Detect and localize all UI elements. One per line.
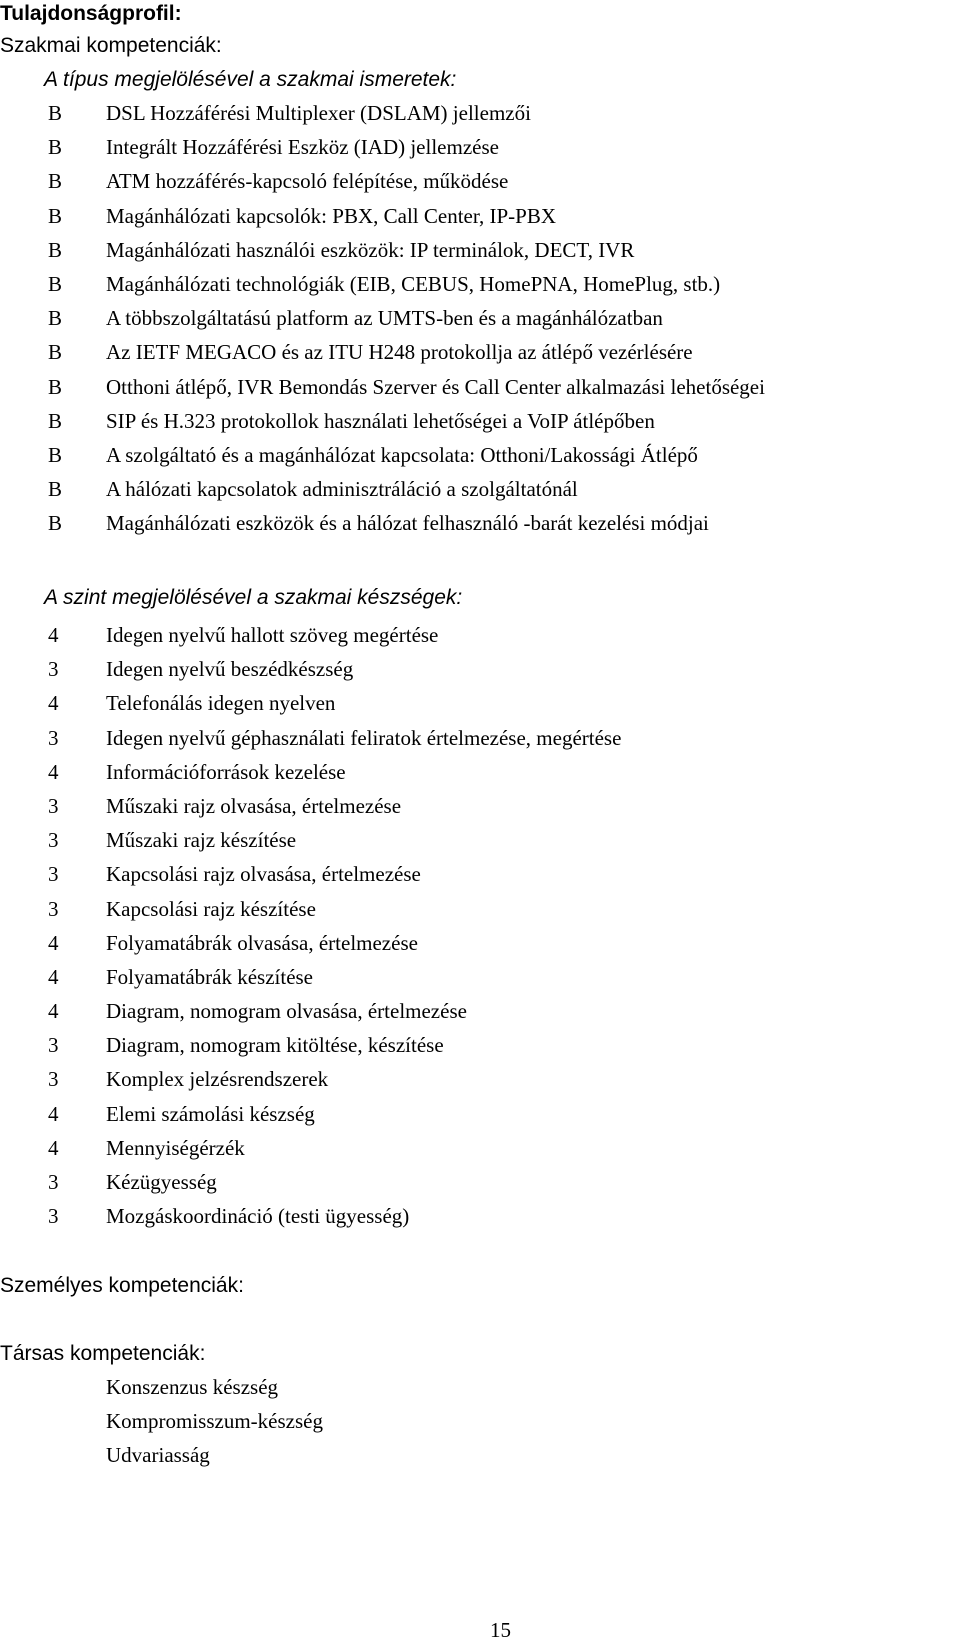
skills-heading: A szint megjelölésével a szakmai készségek: <box>44 586 463 609</box>
list-item-text: Diagram, nomogram kitöltése, készítése <box>106 1033 444 1058</box>
professional-competencies-heading: Szakmai kompetenciák: <box>0 34 222 57</box>
list-item-text: A szolgáltató és a magánhálózat kapcsolata: Otthoni/Lakossági Átlépő <box>106 442 698 467</box>
level-marker: 4 <box>48 759 59 784</box>
page-number: 15 <box>490 1618 511 1642</box>
level-marker: 3 <box>48 1204 59 1229</box>
social-list <box>0 1370 323 1472</box>
list-item-text: Kézügyesség <box>106 1170 217 1194</box>
level-marker: B <box>48 271 63 296</box>
personal-competencies-heading: Személyes kompetenciák: <box>0 1274 244 1297</box>
level-marker: B <box>48 340 63 365</box>
list-item-text: Diagram, nomogram olvasása, értelmezése <box>106 999 467 1024</box>
level-marker: B <box>48 237 63 262</box>
list-item-text: Kapcsolási rajz olvasása, értelmezése <box>106 862 421 887</box>
level-marker: B <box>48 306 63 331</box>
level-marker: B <box>48 511 63 536</box>
list-item-text: DSL Hozzáférési Multiplexer (DSLAM) jellemzői <box>106 101 531 125</box>
list-item: Udvariasság <box>106 1443 210 1467</box>
level-marker: 4 <box>48 691 59 716</box>
list-item-text: Mennyiségérzék <box>106 1135 245 1160</box>
level-marker: B <box>48 101 63 125</box>
level-marker: 3 <box>48 725 59 750</box>
level-marker: B <box>48 169 63 194</box>
level-marker: 4 <box>48 623 59 647</box>
level-marker: 3 <box>48 1170 59 1194</box>
list-item-text: Idegen nyelvű géphasználati feliratok értelmezése, megértése <box>106 725 622 750</box>
list-item: Konszenzus készség <box>106 1375 279 1399</box>
social-competencies-heading: Társas kompetenciák: <box>0 1342 206 1365</box>
list-item-text: Komplex jelzésrendszerek <box>106 1067 329 1092</box>
level-marker: B <box>48 477 63 502</box>
list-item-text: Magánhálózati kapcsolók: PBX, Call Center, IP-PBX <box>106 203 557 228</box>
list-item-text: Információforrások kezelése <box>106 759 346 784</box>
list-item: Kompromisszum-készség <box>106 1409 323 1433</box>
list-item-text: Folyamatábrák készítése <box>106 964 314 989</box>
list-item-text: Kapcsolási rajz készítése <box>106 896 316 921</box>
level-marker: B <box>48 408 63 433</box>
list-item-text: Telefonálás idegen nyelven <box>106 691 336 716</box>
list-item-text: Magánhálózati eszközök és a hálózat felhasználó -barát kezelési módjai <box>106 511 709 536</box>
list-item-text: Folyamatábrák olvasása, értelmezése <box>106 930 418 955</box>
list-item-text: Idegen nyelvű beszédkészség <box>106 657 354 682</box>
level-marker: 3 <box>48 1033 59 1058</box>
level-marker: B <box>48 203 63 228</box>
level-marker: 3 <box>48 828 59 853</box>
list-item-text: ATM hozzáférés-kapcsoló felépítése, működése <box>106 169 509 194</box>
list-item-text: Integrált Hozzáférési Eszköz (IAD) jellemzése <box>106 135 499 160</box>
level-marker: 4 <box>48 930 59 955</box>
list-item-text: SIP és H.323 protokollok használati lehetőségei a VoIP átlépőben <box>106 408 655 433</box>
level-marker: 3 <box>48 793 59 818</box>
list-item-text: Mozgáskoordináció (testi ügyesség) <box>106 1204 410 1229</box>
list-item-text: Az IETF MEGACO és az ITU H248 protokollja az átlépő vezérlésére <box>106 340 693 365</box>
level-marker: 4 <box>48 1101 59 1126</box>
list-item-text: Magánhálózati használói eszközök: IP terminálok, DECT, IVR <box>106 237 635 262</box>
list-item-text: Otthoni átlépő, IVR Bemondás Szerver és Call Center alkalmazási lehetőségei <box>106 374 765 399</box>
knowledge-heading: A típus megjelölésével a szakmai ismeretek: <box>44 68 457 91</box>
list-item-text: Műszaki rajz készítése <box>106 828 297 853</box>
list-item-text: Műszaki rajz olvasása, értelmezése <box>106 793 402 818</box>
level-marker: 3 <box>48 862 59 887</box>
level-marker: 3 <box>48 657 59 682</box>
document-title: Tulajdonságprofil: <box>0 2 182 25</box>
level-marker: 3 <box>48 1067 59 1092</box>
list-item-text: A hálózati kapcsolatok adminisztráláció a szolgáltatónál <box>106 477 578 502</box>
level-marker: B <box>48 374 63 399</box>
level-marker: 4 <box>48 999 59 1024</box>
list-item-text: Magánhálózati technológiák (EIB, CEBUS, HomePNA, HomePlug, stb.) <box>106 271 721 296</box>
level-marker: B <box>48 135 63 160</box>
list-item-text: Elemi számolási készség <box>106 1101 315 1126</box>
list-item-text: Idegen nyelvű hallott szöveg megértése <box>106 623 439 647</box>
level-marker: 4 <box>48 1135 59 1160</box>
level-marker: 3 <box>48 896 59 921</box>
level-marker: B <box>48 442 63 467</box>
level-marker: 4 <box>48 964 59 989</box>
list-item-text: A többszolgáltatású platform az UMTS-ben és a magánhálózatban <box>106 306 663 331</box>
